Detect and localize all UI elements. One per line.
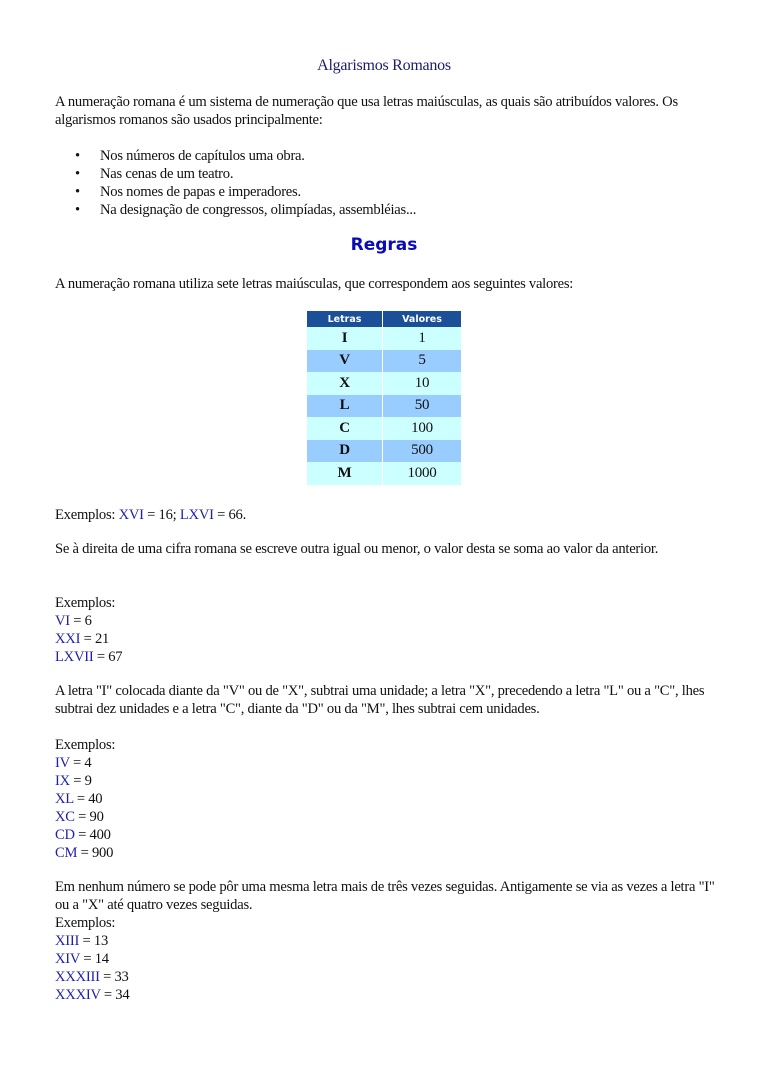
numeral: IV <box>55 755 70 771</box>
example-item <box>55 630 715 648</box>
letter-cell: X <box>307 372 382 395</box>
numeral: LXVII <box>55 649 94 665</box>
example-item <box>55 612 715 630</box>
value-cell: 5 <box>383 350 461 373</box>
numeral: XL <box>55 791 74 807</box>
example-item <box>55 790 715 808</box>
list-item: • Nas cenas de um teatro. <box>75 165 735 183</box>
letter-cell: M <box>307 462 382 485</box>
roman-values-table <box>306 311 462 485</box>
example-item <box>55 986 715 1004</box>
table-row <box>307 350 461 373</box>
numeral: XIV <box>55 951 80 967</box>
letter-cell: D <box>307 440 382 463</box>
examples-label: Exemplos: <box>55 737 116 753</box>
list-item: • Nos nomes de papas e imperadores. <box>75 183 735 201</box>
rules-intro: A numeração romana utiliza sete letras maiúsculas, que correspondem aos seguintes valores: <box>55 276 574 292</box>
value-cell: 1 <box>383 327 461 350</box>
value-cell: 100 <box>383 417 461 440</box>
list-item: • Na designação de congressos, olimpíadas, assembléias... <box>75 201 735 219</box>
list-item: • Nos números de capítulos uma obra. <box>75 147 735 165</box>
letter-cell: I <box>307 327 382 350</box>
value: = 400 <box>74 827 111 843</box>
document-title: Algarismos Romanos <box>317 57 451 74</box>
value: = 14 <box>79 951 109 967</box>
letter-cell: C <box>307 417 382 440</box>
table-row <box>307 327 461 350</box>
rule-paragraph-3: Em nenhum número se pode pôr uma mesma letra mais de três vezes seguidas. Antigamente se via as vezes a letra "I" ou a "X" até quatro vezes seguidas. <box>55 879 715 913</box>
rule-paragraph-2: A letra "I" colocada diante da "V" ou de "X", subtrai uma unidade; a letra "X", precedendo a letra "L" ou a "C", lhes subtrai dez unidades e a letra "C", diante da "D" ou da "M", lhes subtrai cem unidades. <box>55 683 705 717</box>
value: = 67 <box>93 649 123 665</box>
numeral: XXXIII <box>55 969 100 985</box>
examples-label: Exemplos: <box>55 915 116 931</box>
example-item <box>55 844 715 862</box>
numeral: VI <box>55 613 70 629</box>
numeral: XIII <box>55 933 80 949</box>
table-row <box>307 395 461 418</box>
value: = 13 <box>79 933 108 949</box>
table-row <box>307 372 461 395</box>
examples-label: Exemplos: <box>55 507 119 523</box>
table-row <box>307 440 461 463</box>
uses-list <box>75 147 735 219</box>
letter-cell: L <box>307 395 382 418</box>
value: = 6 <box>69 613 92 629</box>
value-cell: 500 <box>383 440 461 463</box>
value: = 33 <box>99 969 129 985</box>
table-row <box>307 462 461 485</box>
value: = 34 <box>100 987 130 1003</box>
value: = 4 <box>69 755 92 771</box>
value: = 66. <box>213 507 246 523</box>
value-cell: 50 <box>383 395 461 418</box>
header-letras: Letras <box>307 311 382 327</box>
example-item <box>55 932 715 950</box>
value: = 900 <box>77 845 114 861</box>
example-item <box>55 808 715 826</box>
rule-paragraph-1: Se à direita de uma cifra romana se escreve outra igual ou menor, o valor desta se soma ao valor da anterior. <box>55 541 659 557</box>
value-cell: 1000 <box>383 462 461 485</box>
value: = 21 <box>80 631 110 647</box>
numeral: XXI <box>55 631 81 647</box>
value: = 9 <box>69 773 92 789</box>
examples-3 <box>55 914 715 1004</box>
value: = 16; <box>143 507 180 523</box>
numeral: LXVI <box>179 507 214 523</box>
examples-1 <box>55 594 715 666</box>
header-valores: Valores <box>383 311 461 327</box>
example-item <box>55 772 715 790</box>
example-item <box>55 950 715 968</box>
table-row <box>307 417 461 440</box>
numeral: XVI <box>118 507 144 523</box>
example-item <box>55 826 715 844</box>
value: = 90 <box>74 809 104 825</box>
numeral: XC <box>55 809 75 825</box>
value: = 40 <box>73 791 103 807</box>
letter-cell: V <box>307 350 382 373</box>
examples-label: Exemplos: <box>55 595 116 611</box>
value-cell: 10 <box>383 372 461 395</box>
intro-paragraph: A numeração romana é um sistema de numeração que usa letras maiúsculas, as quais são atribuídos valores. Os algarismos romanos são usados principalmente: <box>55 94 678 128</box>
numeral: CD <box>55 827 75 843</box>
rules-heading: Regras <box>350 235 418 255</box>
numeral: IX <box>55 773 70 789</box>
example-item <box>55 648 715 666</box>
example-item <box>55 754 715 772</box>
examples-line <box>55 506 715 524</box>
examples-2 <box>55 736 715 862</box>
example-item <box>55 968 715 986</box>
numeral: CM <box>55 845 78 861</box>
numeral: XXXIV <box>55 987 101 1003</box>
